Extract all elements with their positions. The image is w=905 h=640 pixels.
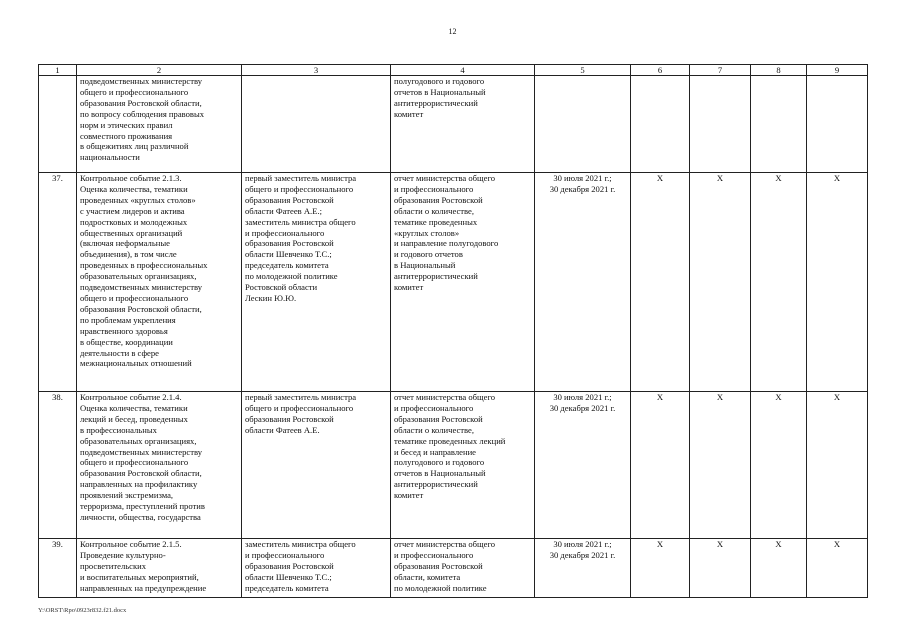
cell-col6 xyxy=(631,76,690,173)
measures-table xyxy=(38,64,868,598)
event-description: Контрольное событие 2.1.5. Проведение культурно- просветительских и воспитательных мероприятий, направленных на предупреждение xyxy=(77,539,242,598)
cell-col9: X xyxy=(807,173,868,392)
cell-col7 xyxy=(690,76,751,173)
column-header: 4 xyxy=(391,65,535,76)
deadline-dates: 30 июля 2021 г.; 30 декабря 2021 г. xyxy=(535,392,631,539)
cell-col6: X xyxy=(631,392,690,539)
table-row xyxy=(39,392,868,539)
column-header: 1 xyxy=(39,65,77,76)
cell-col8: X xyxy=(751,173,807,392)
row-number: 38. xyxy=(39,392,77,539)
footer-file-path: Y:\ORST\Rpo\0923r832.f21.docx xyxy=(38,607,127,614)
responsible-executor xyxy=(242,76,391,173)
responsible-executor: первый заместитель министра общего и профессионального образования Ростовской области Фатеев А.Е. xyxy=(242,392,391,539)
result-description: отчет министерства общего и профессионального образования Ростовской области, комитета по молодежной политике xyxy=(391,539,535,598)
row-number: 37. xyxy=(39,173,77,392)
event-description: подведомственных министерству общего и профессионального образования Ростовской области, по вопросу соблюдения правовых норм и этических правил совместного проживания в общежитиях лиц различной национальности xyxy=(77,76,242,173)
cell-col7: X xyxy=(690,173,751,392)
deadline-dates: 30 июля 2021 г.; 30 декабря 2021 г. xyxy=(535,539,631,598)
table-row xyxy=(39,539,868,598)
column-header: 2 xyxy=(77,65,242,76)
result-description: отчет министерства общего и профессионального образования Ростовской области о количестве, тематике проведенных «круглых столов» и направление полугодового и годового отчетов в Национальный антитеррористический комитет xyxy=(391,173,535,392)
event-description: Контрольное событие 2.1.4. Оценка количества, тематики лекций и бесед, проведенных в профессиональных образовательных организациях, подведомственных министерству общего и профессионального образования Ростовской области, направленных на профилактику проявлений экстремизма, терроризма, преступлений против личности, общества, государства xyxy=(77,392,242,539)
cell-col6: X xyxy=(631,539,690,598)
cell-col9: X xyxy=(807,392,868,539)
table-row xyxy=(39,173,868,392)
row-number: 39. xyxy=(39,539,77,598)
cell-col9: X xyxy=(807,539,868,598)
column-header: 9 xyxy=(807,65,868,76)
responsible-executor: заместитель министра общего и профессионального образования Ростовской области Шевченко Т.С.; председатель комитета xyxy=(242,539,391,598)
table-header-row xyxy=(39,65,868,76)
deadline-dates xyxy=(535,76,631,173)
event-description: Контрольное событие 2.1.3. Оценка количества, тематики проведенных «круглых столов» с участием лидеров и актива подростковых и молодежных общественных организаций (включая неформальные объединения), в том числе проведенных в профессиональных образовательных организациях, подведомственных министерству общего и профессионального образования Ростовской области, по проблемам укрепления нравственного здоровья в обществе, координации деятельности в сфере межнациональных отношений xyxy=(77,173,242,392)
cell-col8: X xyxy=(751,539,807,598)
cell-col7: X xyxy=(690,539,751,598)
column-header: 6 xyxy=(631,65,690,76)
column-header: 7 xyxy=(690,65,751,76)
column-header: 3 xyxy=(242,65,391,76)
column-header: 8 xyxy=(751,65,807,76)
result-description: отчет министерства общего и профессионального образования Ростовской области о количестве, тематике проведенных лекций и бесед и направление полугодового и годового отчетов в Национальный антитеррористический комитет xyxy=(391,392,535,539)
cell-col8: X xyxy=(751,392,807,539)
table-row xyxy=(39,76,868,173)
row-number xyxy=(39,76,77,173)
cell-col8 xyxy=(751,76,807,173)
responsible-executor: первый заместитель министра общего и профессионального образования Ростовской области Фатеев А.Е.; заместитель министра общего и профессионального образования Ростовской области Шевченко Т.С.; председатель комитета по молодежной политике Ростовской области Лескин Ю.Ю. xyxy=(242,173,391,392)
page-number: 12 xyxy=(448,27,457,36)
cell-col7: X xyxy=(690,392,751,539)
result-description: полугодового и годового отчетов в Национальный антитеррористический комитет xyxy=(391,76,535,173)
cell-col9 xyxy=(807,76,868,173)
cell-col6: X xyxy=(631,173,690,392)
column-header: 5 xyxy=(535,65,631,76)
deadline-dates: 30 июля 2021 г.; 30 декабря 2021 г. xyxy=(535,173,631,392)
